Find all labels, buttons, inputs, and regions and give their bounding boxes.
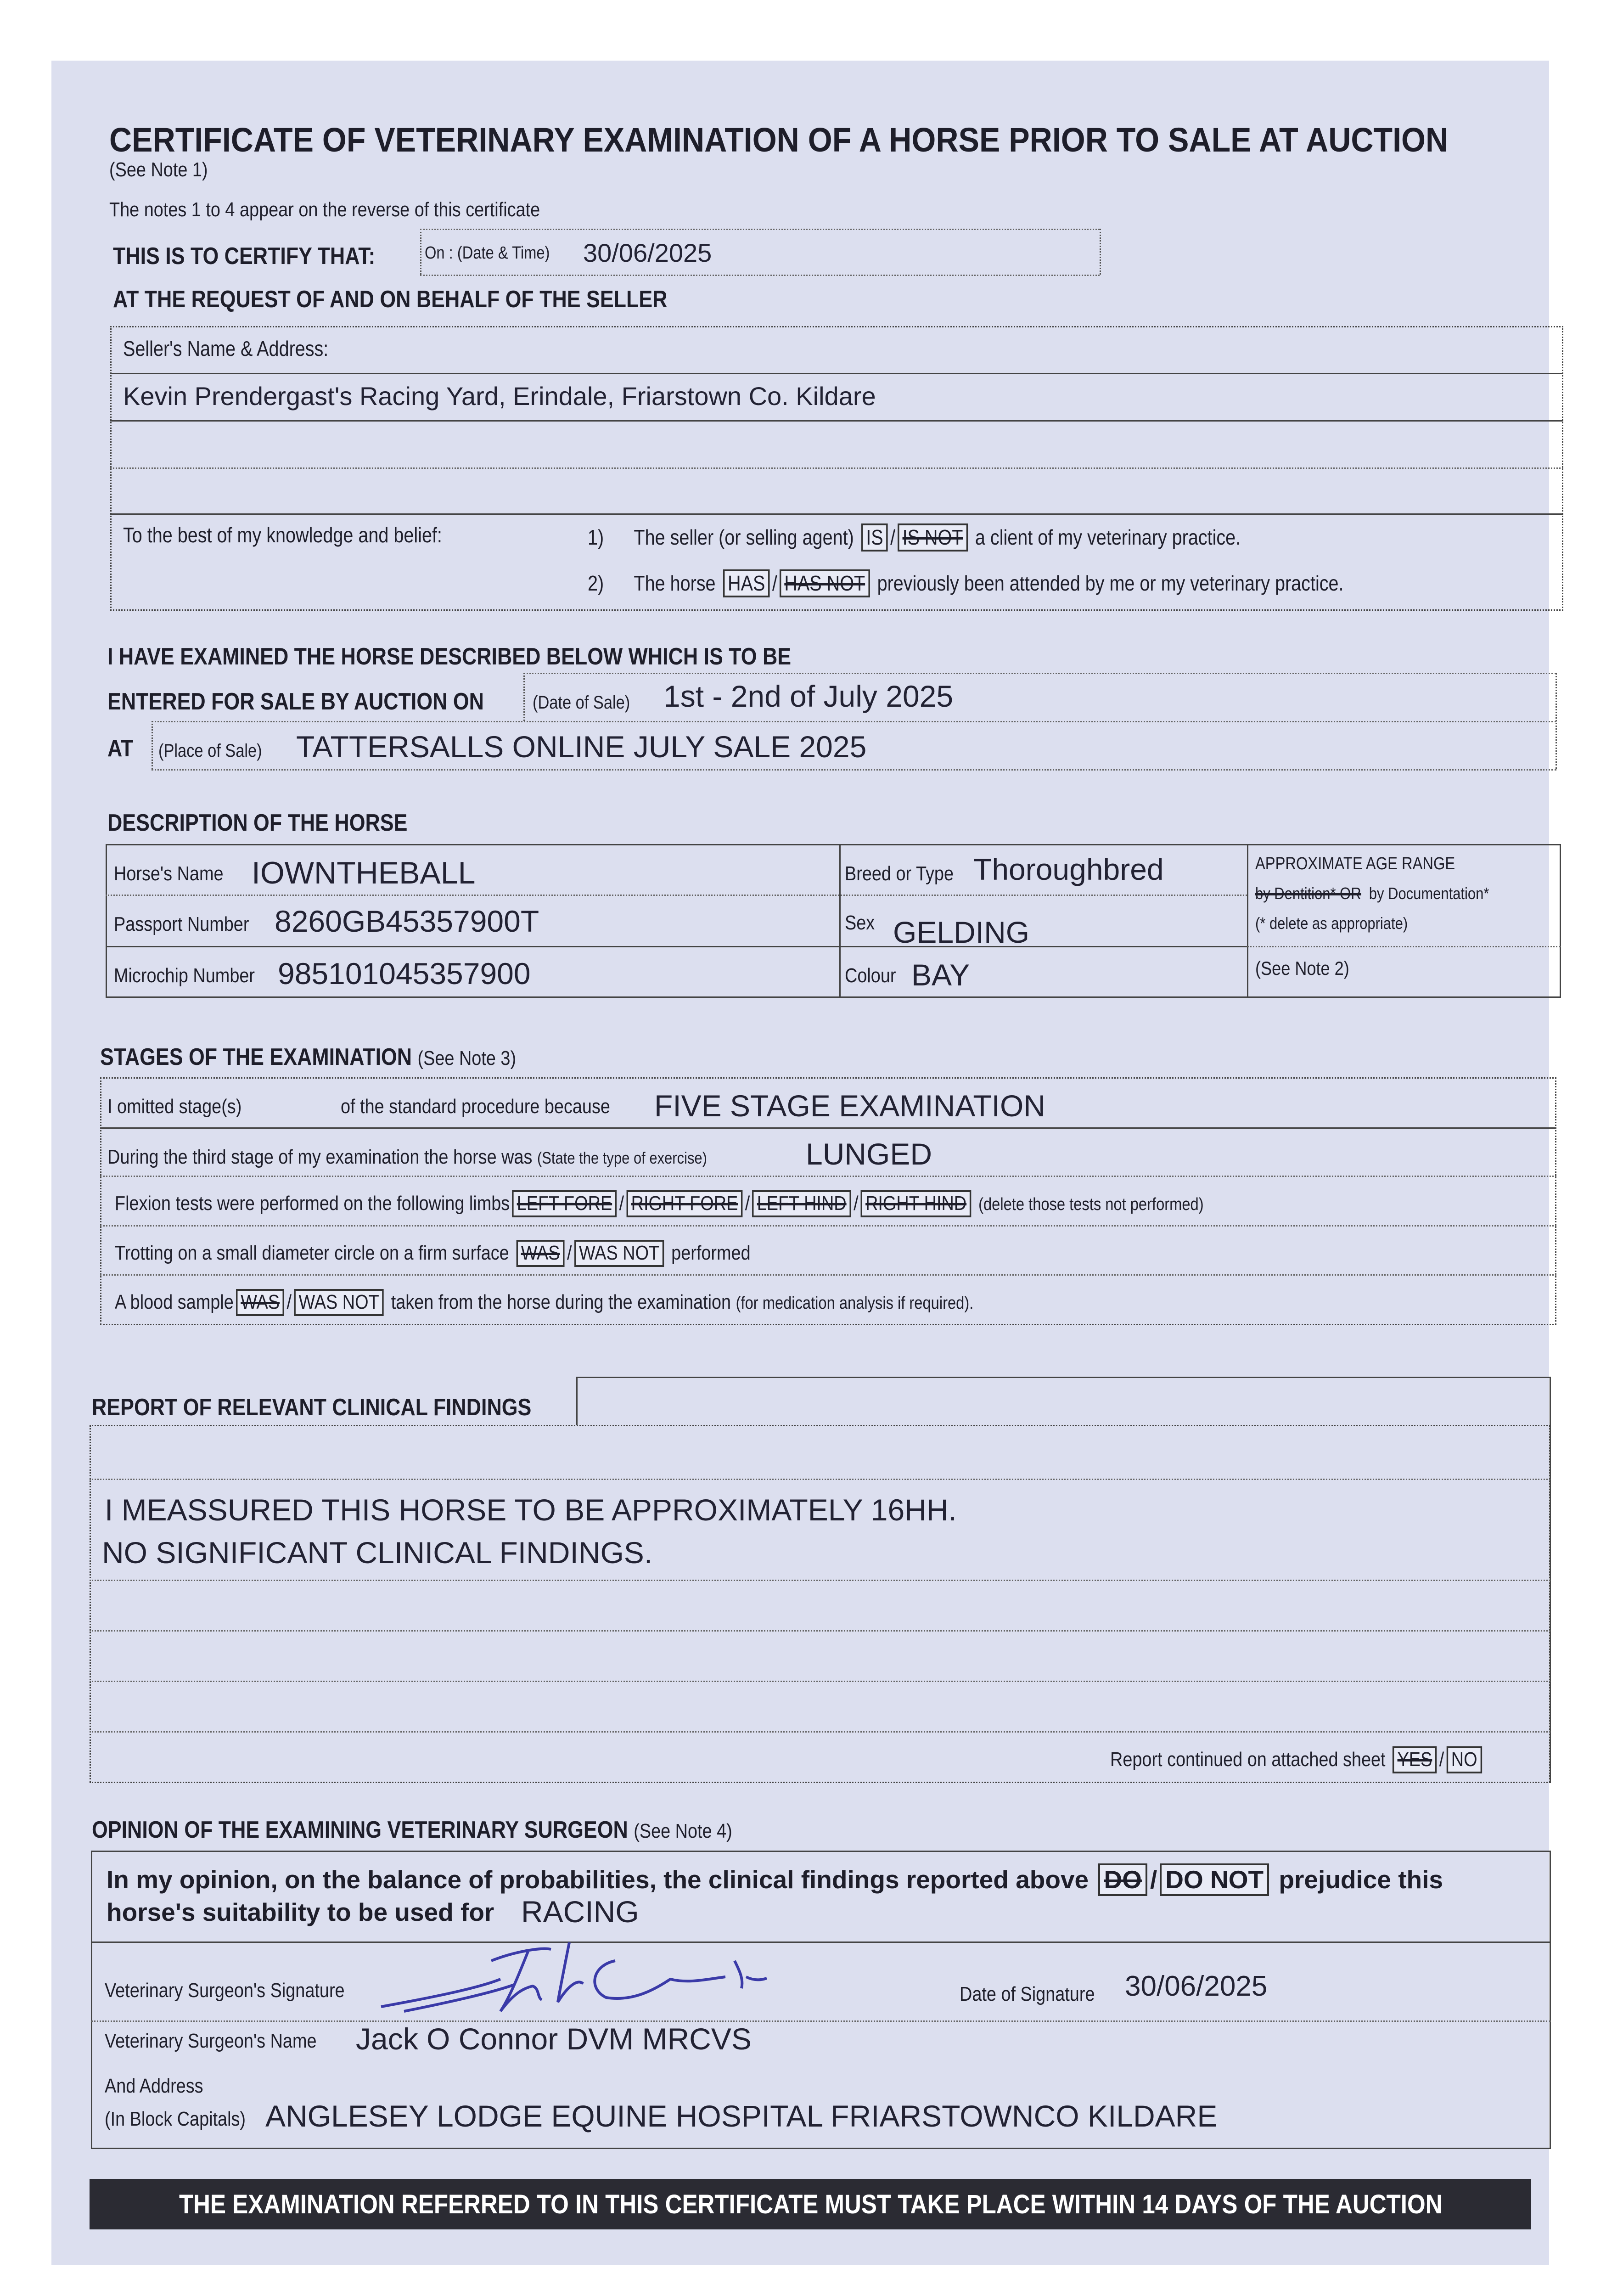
footer-notice: THE EXAMINATION REFERRED TO IN THIS CERTIFICATE MUST TAKE PLACE WITHIN 14 DAYS OF THE AUCTION	[179, 2189, 1443, 2219]
date-of-signature-label: Date of Signature	[960, 1983, 1095, 2005]
signature-label: Veterinary Surgeon's Signature	[105, 1979, 345, 2002]
right-hind-option[interactable]: RIGHT HIND	[861, 1190, 972, 1217]
third-stage-value[interactable]: LUNGED	[806, 1137, 932, 1171]
age-range-label: APPROXIMATE AGE RANGE	[1255, 854, 1455, 873]
trot-was-not-option[interactable]: WAS NOT	[574, 1240, 664, 1267]
belief-label: To the best of my knowledge and belief:	[123, 523, 442, 547]
examined-label: I HAVE EXAMINED THE HORSE DESCRIBED BELOW WHICH IS TO BE	[107, 643, 792, 670]
age-by-documentation[interactable]: by Documentation*	[1369, 884, 1489, 903]
blood-sample-line: A blood sample WAS / WAS NOT taken from the horse during the examination (for medication analysis if required).	[115, 1289, 973, 1316]
horse-name-label: Horse's Name	[114, 862, 224, 885]
date-of-signature-value[interactable]: 30/06/2025	[1125, 1970, 1268, 2002]
request-label: AT THE REQUEST OF AND ON BEHALF OF THE SELLER	[113, 286, 668, 313]
stages-section-label: STAGES OF THE EXAMINATION (See Note 3)	[100, 1044, 517, 1070]
blood-was-not-option[interactable]: WAS NOT	[294, 1289, 384, 1316]
horse-name-value[interactable]: IOWNTHEBALL	[252, 855, 476, 890]
seller-address-value[interactable]: Kevin Prendergast's Racing Yard, Erindale, Friarstown Co. Kildare	[123, 382, 876, 411]
third-stage-line: During the third stage of my examination the horse was (State the type of exercise)	[107, 1146, 707, 1168]
left-fore-option[interactable]: LEFT FORE	[512, 1190, 617, 1217]
blood-was-option[interactable]: WAS	[236, 1289, 284, 1316]
certificate-title: CERTIFICATE OF VETERINARY EXAMINATION OF A HORSE PRIOR TO SALE AT AUCTION	[109, 121, 1449, 159]
sex-label: Sex	[845, 912, 875, 934]
on-date-label: On : (Date & Time)	[425, 243, 550, 263]
right-fore-option[interactable]: RIGHT FORE	[626, 1190, 742, 1217]
report-line-1[interactable]: I MEASSURED THIS HORSE TO BE APPROXIMATELY 16HH.	[105, 1493, 957, 1527]
omitted-reason-value[interactable]: FIVE STAGE EXAMINATION	[654, 1089, 1046, 1123]
opinion-do-not-option[interactable]: DO NOT	[1160, 1863, 1269, 1896]
on-date-value[interactable]: 30/06/2025	[583, 238, 712, 267]
notes-line: The notes 1 to 4 appear on the reverse of this certificate	[109, 198, 540, 221]
age-see-note-2: (See Note 2)	[1255, 957, 1349, 979]
omitted-reason-label: of the standard procedure because	[341, 1095, 610, 1118]
breed-value[interactable]: Thoroughbred	[973, 852, 1164, 886]
purpose-value[interactable]: RACING	[521, 1895, 639, 1929]
see-note-1: (See Note 1)	[109, 158, 208, 181]
has-option[interactable]: HAS	[723, 569, 770, 597]
sex-value[interactable]: GELDING	[893, 915, 1030, 949]
vet-name-label: Veterinary Surgeon's Name	[105, 2030, 317, 2052]
at-label: AT	[107, 735, 134, 762]
trot-was-option[interactable]: WAS	[516, 1240, 564, 1267]
address-caps-label: (In Block Capitals)	[105, 2108, 246, 2130]
flexion-line: Flexion tests were performed on the following limbs LEFT FORE / RIGHT FORE / LEFT HIND / RIGHT HIND (delete those tests not performed)	[115, 1190, 1204, 1217]
has-not-option[interactable]: HAS NOT	[780, 569, 870, 597]
is-not-option[interactable]: IS NOT	[898, 523, 968, 551]
colour-label: Colour	[845, 964, 896, 987]
address-label: And Address	[105, 2075, 203, 2097]
passport-label: Passport Number	[114, 913, 249, 935]
opinion-line-2: horse's suitability to be used for	[107, 1898, 494, 1926]
breed-label: Breed or Type	[845, 862, 954, 885]
seller-item-1: 1) The seller (or selling agent) IS / IS NOT a client of my veterinary practice.	[588, 523, 1241, 551]
continued-yes-option[interactable]: YES	[1393, 1746, 1437, 1773]
report-continued-line: Report continued on attached sheet YES / NO	[1110, 1746, 1484, 1773]
omitted-stages-line: I omitted stage(s)	[107, 1095, 242, 1118]
report-section-label: REPORT OF RELEVANT CLINICAL FINDINGS	[92, 1394, 532, 1421]
seller-name-label: Seller's Name & Address:	[123, 337, 329, 360]
age-delete-note: (* delete as appropriate)	[1255, 914, 1408, 933]
vet-address-value[interactable]: ANGLESEY LODGE EQUINE HOSPITAL FRIARSTOWNCO KILDARE	[265, 2099, 1218, 2133]
opinion-line-1: In my opinion, on the balance of probabilities, the clinical findings reported above DO / DO NOT prejudice this	[107, 1863, 1443, 1896]
continued-no-option[interactable]: NO	[1446, 1746, 1482, 1773]
vet-name-value[interactable]: Jack O Connor DVM MRCVS	[356, 2022, 752, 2056]
passport-value[interactable]: 8260GB45357900T	[275, 904, 539, 938]
is-option[interactable]: IS	[861, 523, 888, 551]
trotting-line: Trotting on a small diameter circle on a firm surface WAS / WAS NOT performed	[115, 1240, 751, 1267]
age-by-dentition[interactable]: by Dentition* OR	[1255, 884, 1361, 903]
date-of-sale-label: (Date of Sale)	[533, 692, 630, 713]
opinion-do-option[interactable]: DO	[1098, 1863, 1147, 1896]
horse-section-label: DESCRIPTION OF THE HORSE	[107, 810, 408, 836]
report-line-2[interactable]: NO SIGNIFICANT CLINICAL FINDINGS.	[102, 1536, 653, 1570]
certify-label: THIS IS TO CERTIFY THAT:	[113, 243, 376, 270]
place-of-sale-value[interactable]: TATTERSALLS ONLINE JULY SALE 2025	[296, 730, 867, 764]
colour-value[interactable]: BAY	[911, 958, 970, 992]
vet-signature[interactable]	[376, 1933, 790, 2020]
microchip-value[interactable]: 985101045357900	[278, 957, 531, 990]
seller-item-2: 2) The horse HAS / HAS NOT previously been attended by me or my veterinary practice.	[588, 569, 1344, 597]
opinion-section-label: OPINION OF THE EXAMINING VETERINARY SURGEON (See Note 4)	[92, 1817, 732, 1843]
microchip-label: Microchip Number	[114, 964, 255, 987]
date-of-sale-value[interactable]: 1st - 2nd of July 2025	[663, 679, 954, 713]
entered-label: ENTERED FOR SALE BY AUCTION ON	[107, 688, 484, 715]
age-range-options	[1255, 884, 1489, 903]
place-of-sale-label: (Place of Sale)	[158, 741, 262, 761]
left-hind-option[interactable]: LEFT HIND	[752, 1190, 851, 1217]
